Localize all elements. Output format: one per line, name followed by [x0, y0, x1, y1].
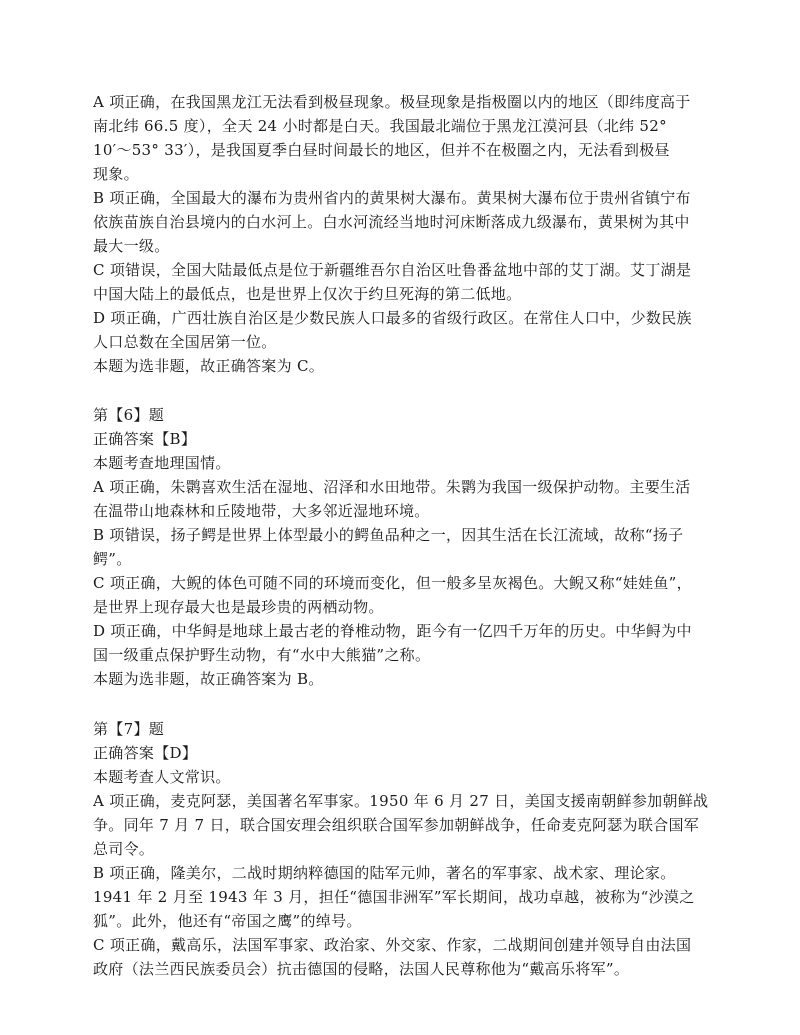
- answer-line-b: B 项正确，全国最大的瀑布为贵州省内的黄果树大瀑布。黄果树大瀑布位于贵州省镇宁布: [93, 189, 691, 207]
- conclusion-line: 本题为选非题，故正确答案为 B。: [93, 670, 324, 688]
- correct-answer: 正确答案【B】: [93, 430, 197, 448]
- question-number: 第【6】题: [93, 406, 165, 424]
- answer-line-a: A 项正确，朱鹮喜欢生活在湿地、沼泽和水田地带。朱鹮为我国一级保护动物。主要生活: [93, 478, 691, 496]
- answer-line-c: C 项正确，大鲵的体色可随不同的环境而变化，但一般多呈灰褐色。大鲵又称“娃娃鱼”，: [93, 574, 692, 592]
- conclusion-line: 本题为选非题，故正确答案为 C。: [93, 357, 325, 375]
- answer-line-b: 最大一级。: [93, 237, 170, 255]
- correct-answer: 正确答案【D】: [93, 744, 198, 762]
- answer-line-a: 在温带山地森林和丘陵地带，大多邻近湿地环境。: [93, 502, 430, 520]
- answer-line-b: 1941 年 2 月至 1943 年 3 月，担任“德国非洲军”军长期间，战功卓越，被称为“沙漠之: [93, 888, 695, 906]
- answer-line-a: 总司令。: [93, 840, 155, 858]
- answer-line-a: A 项正确，麦克阿瑟，美国著名军事家。1950 年 6 月 27 日，美国支援南朝鲜参加朝鲜战: [93, 792, 709, 810]
- answer-line-b: B 项正确，隆美尔，二战时期纳粹德国的陆军元帅，著名的军事家、战术家、理论家。: [93, 864, 676, 882]
- answer-line-a: 10′～53° 33′），是我国夏季白昼时间最长的地区，但并不在极圈之内，无法看到极昼: [93, 141, 670, 159]
- answer-line-b: B 项错误，扬子鳄是世界上体型最小的鳄鱼品种之一，因其生活在长江流域，故称“扬子: [93, 526, 684, 544]
- question-number: 第【7】题: [93, 720, 165, 738]
- answer-line-a: 现象。: [93, 165, 139, 183]
- answer-line-a: 争。同年 7 月 7 日，联合国安理会组织联合国军参加朝鲜战争，任命麦克阿瑟为联合国军: [93, 816, 700, 834]
- answer-line-c: C 项错误，全国大陆最低点是位于新疆维吾尔自治区吐鲁番盆地中部的艾丁湖。艾丁湖是: [93, 261, 692, 279]
- topic-line: 本题考查人文常识。: [93, 768, 231, 786]
- answer-line-c: 政府（法兰西民族委员会）抗击德国的侵略，法国人民尊称他为“戴高乐将军”。: [93, 960, 630, 978]
- answer-line-d: D 项正确，中华鲟是地球上最古老的脊椎动物，距今有一亿四千万年的历史。中华鲟为中: [93, 622, 692, 640]
- answer-line-d: 人口总数在全国居第一位。: [93, 333, 277, 351]
- answer-line-c: C 项正确，戴高乐，法国军事家、政治家、外交家、作家，二战期间创建并领导自由法国: [93, 936, 692, 954]
- answer-line-b: 鳄”。: [93, 550, 132, 568]
- answer-line-d: 国一级重点保护野生动物，有“水中大熊猫”之称。: [93, 646, 431, 664]
- answer-line-c: 是世界上现存最大也是最珍贵的两栖动物。: [93, 598, 384, 616]
- answer-line-a: A 项正确，在我国黑龙江无法看到极昼现象。极昼现象是指极圈以内的地区（即纬度高于: [93, 93, 691, 111]
- answer-line-d: D 项正确，广西壮族自治区是少数民族人口最多的省级行政区。在常住人口中，少数民族: [93, 309, 692, 327]
- answer-line-a: 南北纬 66.5 度），全天 24 小时都是白天。我国最北端位于黑龙江漠河县（北纬 52°: [93, 117, 667, 135]
- topic-line: 本题考查地理国情。: [93, 454, 231, 472]
- answer-line-b: 依族苗族自治县境内的白水河上。白水河流经当地时河床断落成九级瀑布，黄果树为其中: [93, 213, 690, 231]
- answer-line-c: 中国大陆上的最低点，也是世界上仅次于约旦死海的第二低地。: [93, 285, 522, 303]
- answer-line-b: 狐”。此外，他还有“帝国之鹰”的绰号。: [93, 912, 362, 930]
